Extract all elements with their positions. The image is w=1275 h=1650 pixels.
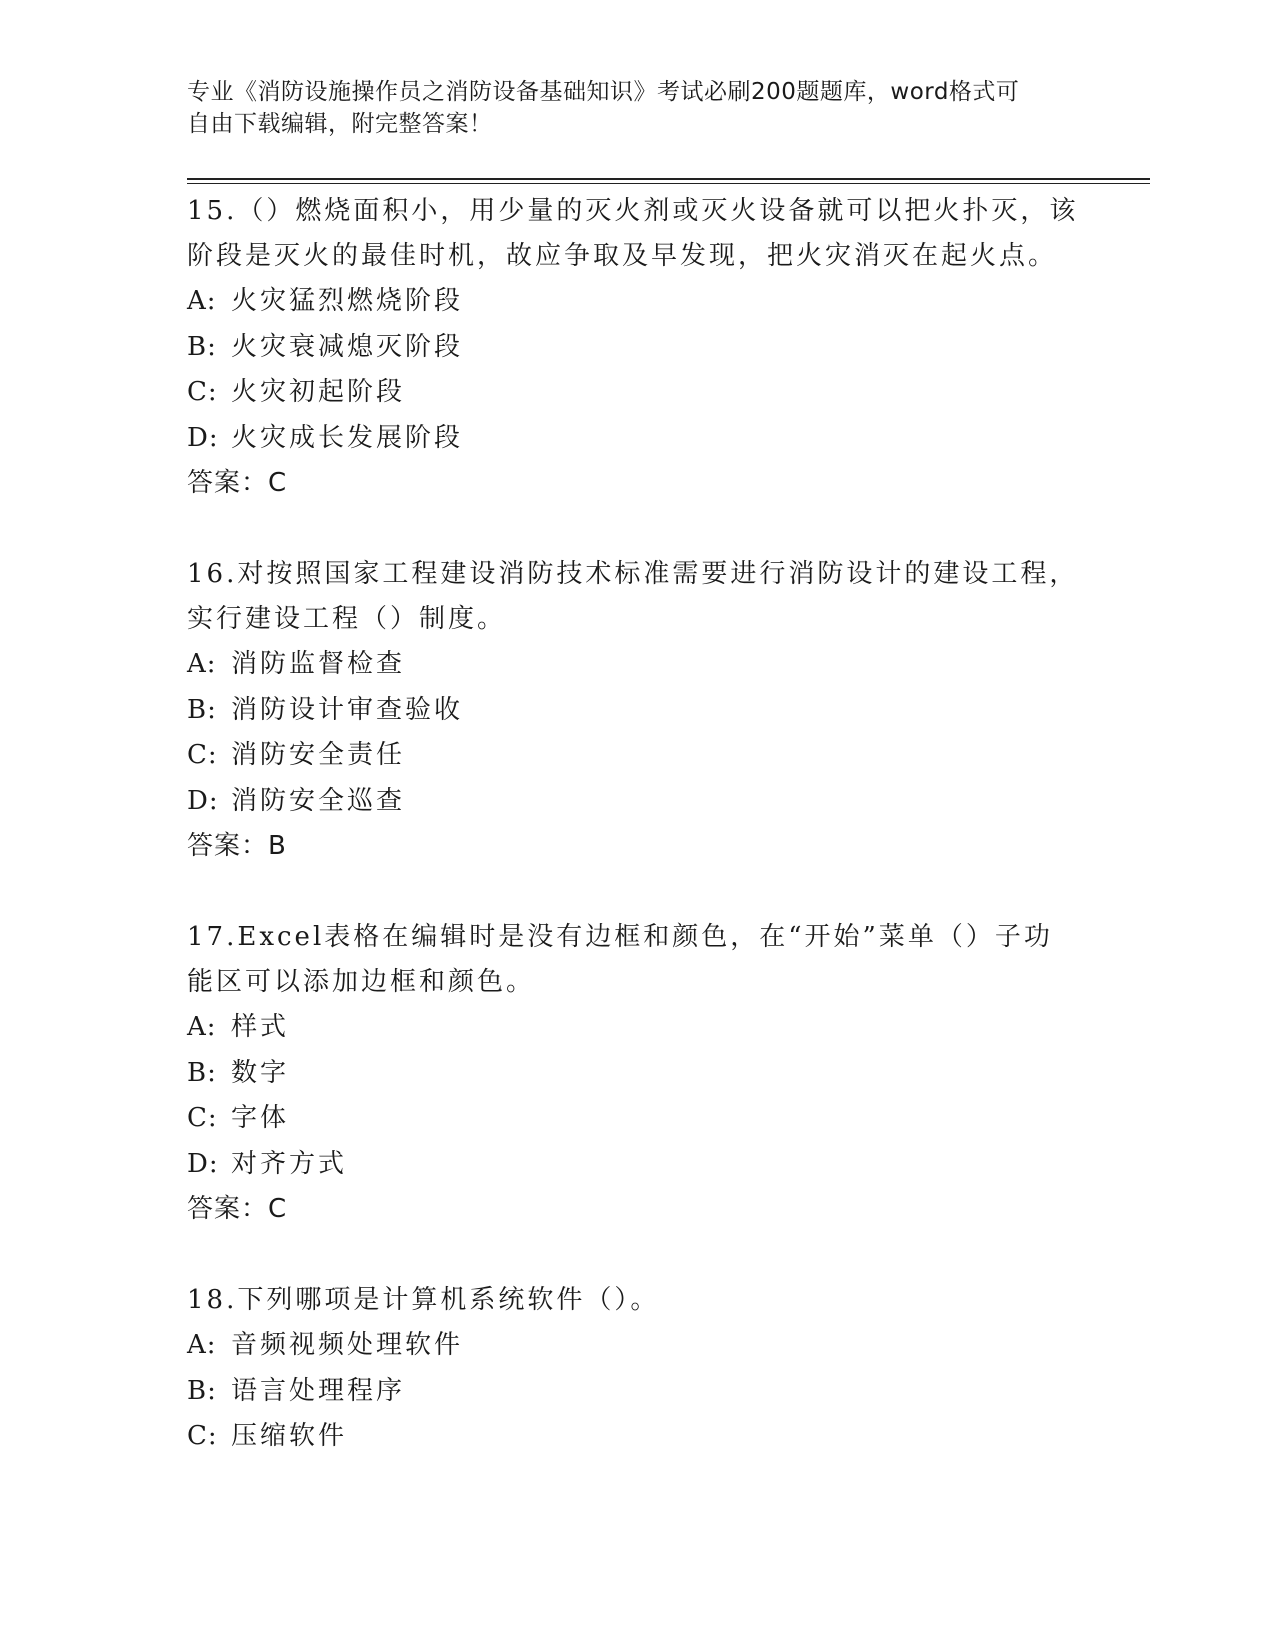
question-stem-line: 17.Excel表格在编辑时是没有边框和颜色，在“开始”菜单（）子功 bbox=[187, 922, 1053, 952]
option-a bbox=[187, 1323, 1087, 1369]
option-text: 消防安全责任 bbox=[231, 740, 406, 770]
header-divider-bottom bbox=[187, 183, 1150, 184]
option-letter: B: bbox=[187, 331, 217, 362]
option-text: 火灾初起阶段 bbox=[231, 377, 406, 407]
option-text: 压缩软件 bbox=[231, 1421, 348, 1451]
option-letter: A: bbox=[187, 286, 217, 316]
option-letter: D: bbox=[187, 785, 219, 816]
question-18 bbox=[187, 1278, 1087, 1460]
question-17 bbox=[187, 915, 1087, 1232]
option-letter: B: bbox=[187, 694, 217, 725]
header-divider-top bbox=[187, 178, 1150, 180]
option-d bbox=[187, 779, 1087, 825]
option-text: 火灾衰减熄灭阶段 bbox=[231, 331, 464, 362]
option-letter: B: bbox=[187, 1375, 217, 1406]
option-text: 消防安全巡查 bbox=[231, 785, 406, 816]
option-d bbox=[187, 1142, 1087, 1188]
answer: 答案：B bbox=[187, 831, 287, 861]
option-c bbox=[187, 1414, 1087, 1460]
option-b bbox=[187, 1051, 1087, 1097]
option-letter: C: bbox=[187, 1103, 218, 1133]
option-text: 火灾猛烈燃烧阶段 bbox=[231, 286, 464, 316]
header-line-1: 专业《消防设施操作员之消防设备基础知识》考试必刷200题题库，word格式可 bbox=[187, 79, 1020, 105]
option-text: 数字 bbox=[231, 1057, 290, 1088]
option-c bbox=[187, 1096, 1087, 1142]
option-letter: C: bbox=[187, 740, 218, 770]
option-text: 音频视频处理软件 bbox=[231, 1330, 464, 1360]
question-stem-line: 15.（）燃烧面积小，用少量的灭火剂或灭火设备就可以把火扑灭，该 bbox=[187, 196, 1079, 226]
option-a bbox=[187, 642, 1087, 688]
question-stem-line: 阶段是灭火的最佳时机，故应争取及早发现，把火灾消灭在起火点。 bbox=[187, 241, 1058, 271]
option-b bbox=[187, 325, 1087, 371]
header-line-2: 自由下载编辑，附完整答案！ bbox=[187, 111, 493, 137]
option-b bbox=[187, 688, 1087, 734]
question-16 bbox=[187, 552, 1087, 869]
option-letter: A: bbox=[187, 649, 217, 679]
option-letter: C: bbox=[187, 1421, 218, 1451]
option-letter: C: bbox=[187, 377, 218, 407]
document-header bbox=[187, 76, 1087, 140]
option-text: 语言处理程序 bbox=[231, 1375, 406, 1406]
option-letter: B: bbox=[187, 1057, 217, 1088]
option-text: 字体 bbox=[231, 1103, 290, 1133]
option-letter: A: bbox=[187, 1330, 217, 1360]
option-letter: D: bbox=[187, 1148, 219, 1179]
option-c bbox=[187, 370, 1087, 416]
question-stem-line: 16.对按照国家工程建设消防技术标准需要进行消防设计的建设工程， bbox=[187, 559, 1079, 589]
question-15 bbox=[187, 189, 1087, 506]
option-text: 对齐方式 bbox=[231, 1148, 348, 1179]
option-a bbox=[187, 279, 1087, 325]
question-stem-line: 实行建设工程（）制度。 bbox=[187, 604, 507, 634]
option-text: 消防监督检查 bbox=[231, 649, 406, 679]
option-b bbox=[187, 1369, 1087, 1415]
question-stem-line: 18.下列哪项是计算机系统软件（）。 bbox=[187, 1285, 660, 1315]
answer: 答案：C bbox=[187, 1194, 288, 1224]
option-a bbox=[187, 1005, 1087, 1051]
option-letter: A: bbox=[187, 1012, 217, 1042]
option-text: 消防设计审查验收 bbox=[231, 694, 464, 725]
option-c bbox=[187, 733, 1087, 779]
option-d bbox=[187, 416, 1087, 462]
question-stem-line: 能区可以添加边框和颜色。 bbox=[187, 967, 536, 997]
option-text: 火灾成长发展阶段 bbox=[231, 422, 464, 453]
answer: 答案：C bbox=[187, 468, 288, 498]
option-letter: D: bbox=[187, 422, 219, 453]
option-text: 样式 bbox=[231, 1012, 290, 1042]
